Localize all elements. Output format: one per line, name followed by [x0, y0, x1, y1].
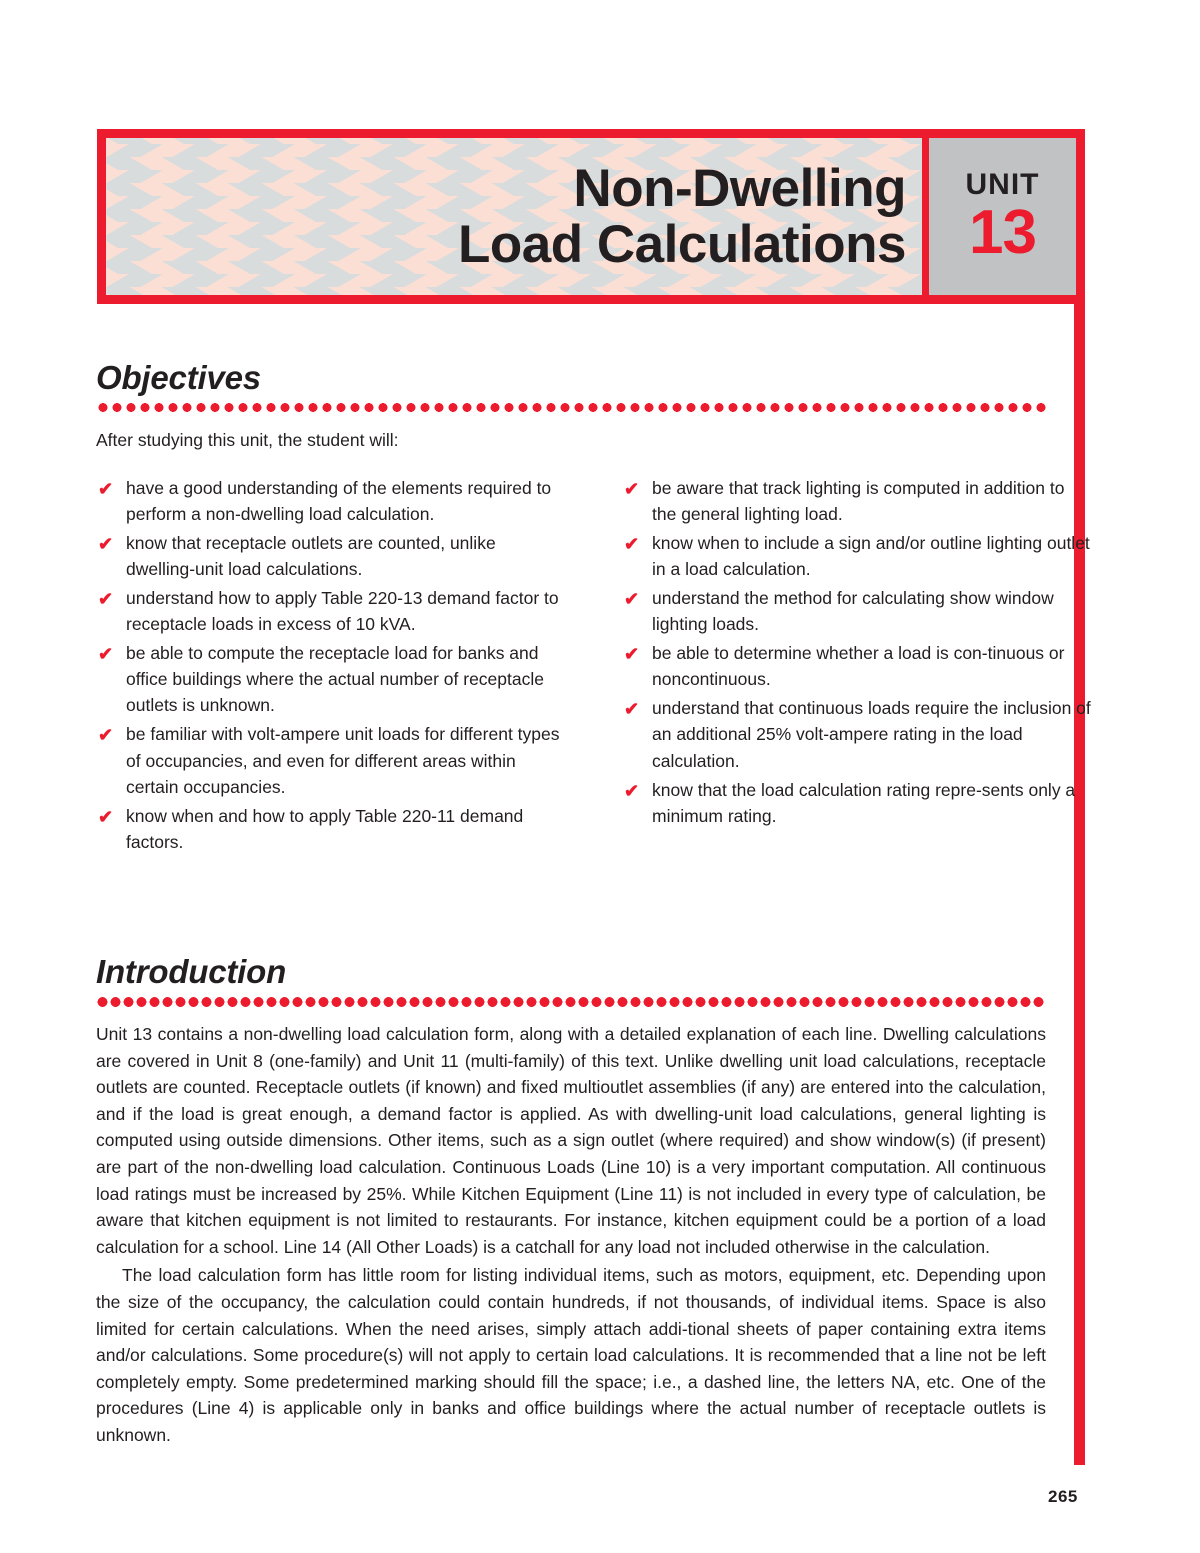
- list-item: [96, 803, 566, 855]
- list-item-text: know when to include a sign and/or outline lighting outlet in a load calculation.: [652, 533, 1090, 580]
- list-item: [96, 640, 566, 718]
- list-item: [622, 695, 1092, 773]
- list-item-text: be able to determine whether a load is con-tinuous or noncontinuous.: [652, 643, 1065, 690]
- unit-header-banner: [97, 129, 1085, 304]
- check-icon: ✔: [98, 478, 114, 499]
- check-icon: ✔: [624, 589, 640, 610]
- list-item: [622, 475, 1092, 527]
- check-icon: ✔: [98, 806, 114, 827]
- objectives-lead-in: After studying this unit, the student will:: [96, 430, 399, 451]
- check-icon: ✔: [624, 478, 640, 499]
- list-item: [622, 530, 1092, 582]
- introduction-paragraph-1: Unit 13 contains a non-dwelling load calculation form, along with a detailed explanation of each line. Dwelling calculations are covered in Unit 8 (one-family) and Unit 11 (multi-family) of this text. Unlike dwelling unit load calculations, receptacle outlets are counted. Receptacle outlets (if known) and fixed multioutlet assemblies (if any) are entered into the calculation, and if the load is great enough, a demand factor is applied. As with dwelling-unit load calculations, general lighting is computed using outside dimensions. Other items, such as a sign outlet (where required) and show window(s) (if present) are part of the non-dwelling load calculation. Continuous Loads (Line 10) is a very important computation. All continuous load ratings must be increased by 25%. While Kitchen Equipment (Line 11) is not included in every type of calculation, be aware that kitchen equipment is not limited to restaurants. For instance, kitchen equipment could be a portion of a load calculation for a school. Line 14 (All Other Loads) is a catchall for any load not included otherwise in the calculation.: [96, 1024, 1046, 1257]
- unit-number-value: 13: [969, 197, 1036, 267]
- banner-chevron-panel: [106, 138, 922, 295]
- unit-label: UNIT: [965, 167, 1040, 201]
- check-icon: ✔: [98, 644, 114, 665]
- check-icon: ✔: [624, 534, 640, 555]
- check-icon: ✔: [624, 699, 640, 720]
- unit-title-line-1: Non-Dwelling: [573, 158, 906, 218]
- list-item: [622, 640, 1092, 692]
- objectives-right-column: [622, 475, 1092, 858]
- unit-title-line-2: Load Calculations: [458, 214, 906, 274]
- check-icon: ✔: [624, 780, 640, 801]
- objectives-right-list: [622, 475, 1092, 829]
- check-icon: ✔: [98, 725, 114, 746]
- list-item: [622, 777, 1092, 829]
- check-icon: ✔: [98, 589, 114, 610]
- list-item: [96, 530, 566, 582]
- introduction-dotted-rule: [96, 997, 1046, 1007]
- introduction-section: [96, 954, 1046, 1449]
- list-item-text: know when and how to apply Table 220-11 demand factors.: [126, 805, 524, 852]
- banner-divider: [922, 138, 929, 295]
- list-item-text: understand that continuous loads require the inclusion of an additional 25% volt-ampere rating in the load calculation.: [652, 698, 1091, 771]
- objectives-left-column: [96, 475, 566, 858]
- unit-number-box: [929, 138, 1076, 295]
- list-item: [622, 585, 1092, 637]
- list-item-text: know that receptacle outlets are counted, unlike dwelling-unit load calculations.: [126, 533, 496, 580]
- list-item: [96, 585, 566, 637]
- list-item: [96, 475, 566, 527]
- list-item-text: have a good understanding of the elements required to perform a non-dwelling load calculation.: [126, 477, 552, 524]
- page-number: 265: [1048, 1487, 1078, 1506]
- list-item-text: know that the load calculation rating repre-sents only a minimum rating.: [652, 779, 1076, 826]
- list-item-text: understand the method for calculating show window lighting loads.: [652, 588, 1054, 635]
- list-item-text: be aware that track lighting is computed in addition to the general lighting load.: [652, 477, 1065, 524]
- check-icon: ✔: [98, 534, 114, 555]
- list-item-text: be able to compute the receptacle load for banks and office buildings where the actual number of receptacle outlets is unknown.: [126, 643, 544, 716]
- unit-title: [458, 160, 906, 272]
- page-content: [96, 359, 1091, 1449]
- list-item-text: be familiar with volt-ampere unit loads for different types of occupancies, and even for different areas within certain occupancies.: [126, 724, 560, 797]
- list-item: [96, 721, 566, 799]
- objectives-columns: [96, 475, 1091, 858]
- objectives-dotted-rule: [96, 403, 1046, 412]
- list-item-text: understand how to apply Table 220-13 demand factor to receptacle loads in excess of 10 kVA.: [126, 588, 559, 635]
- check-icon: ✔: [624, 644, 640, 665]
- objectives-left-list: [96, 475, 566, 855]
- objectives-heading: Objectives: [96, 359, 261, 396]
- introduction-paragraph-2: The load calculation form has little room for listing individual items, such as motors, equipment, etc. Depending upon the size of the occupancy, the calculation could contain hundreds, if not thousands, of individual items. Space is also limited for certain calculations. When the need arises, simply attach addi-tional sheets of paper containing extra items and/or calculations. Some procedure(s) will not apply to certain load calculations. It is recommended that a line not be left completely empty. Some predetermined marking should fill the space; i.e., a dashed line, the letters NA, etc. One of the procedures (Line 4) is applicable only in banks and office buildings where the actual number of receptacle outlets is unknown.: [96, 1265, 1046, 1445]
- introduction-heading: Introduction: [96, 952, 287, 990]
